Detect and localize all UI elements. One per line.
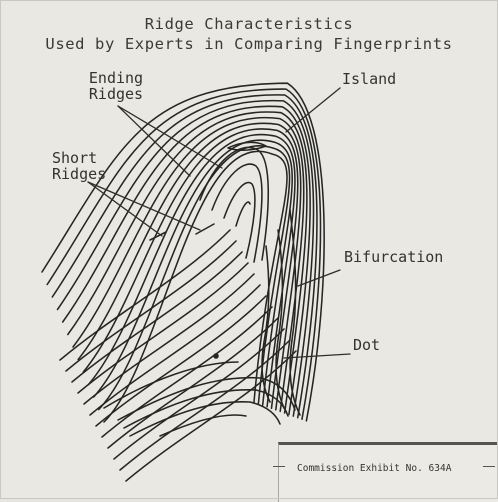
ridge-lower: [126, 351, 296, 481]
exhibit-tick-left: [273, 466, 285, 467]
exhibit-tag: [278, 442, 498, 502]
ridge-core: [224, 182, 255, 258]
ridge-loop: [89, 135, 295, 407]
ridge-lower: [120, 340, 290, 470]
ridge-lower: [90, 285, 260, 415]
ridge-lower: [108, 318, 278, 448]
exhibit-tick-right: [483, 466, 495, 467]
label-dot: Dot: [353, 336, 381, 354]
ridge-delta: [160, 415, 246, 436]
label-island: Island: [342, 70, 397, 88]
ridge-lower: [102, 307, 272, 437]
exhibit-number: Commission Exhibit No. 634A: [297, 463, 452, 474]
label-short-ridges-line-2: Ridges: [52, 165, 107, 183]
ridge-lower: [96, 296, 266, 426]
ridge-lower: [66, 241, 236, 371]
ridge-core: [236, 202, 250, 226]
label-ending-ridges-line-2: Ridges: [88, 85, 144, 103]
label-short-ridges-line-1: Short: [52, 149, 98, 167]
diagram-title-line-2: Used by Experts in Comparing Fingerprints: [45, 35, 453, 53]
label-ending-ridges: [81, 70, 151, 102]
fingerprint-ridges: [42, 83, 324, 481]
ridge-dot: [214, 354, 218, 358]
label-bifurcation: Bifurcation: [344, 248, 444, 266]
ridge-lower: [84, 274, 254, 404]
label-ending-ridges-line-1: Ending: [88, 69, 144, 87]
ridge-lower: [78, 263, 248, 393]
label-short-ridges: [52, 150, 112, 182]
ridge-lower: [114, 329, 284, 459]
diagram-title-line-1: Ridge Characteristics: [144, 15, 354, 33]
ridge-lower: [60, 230, 230, 360]
